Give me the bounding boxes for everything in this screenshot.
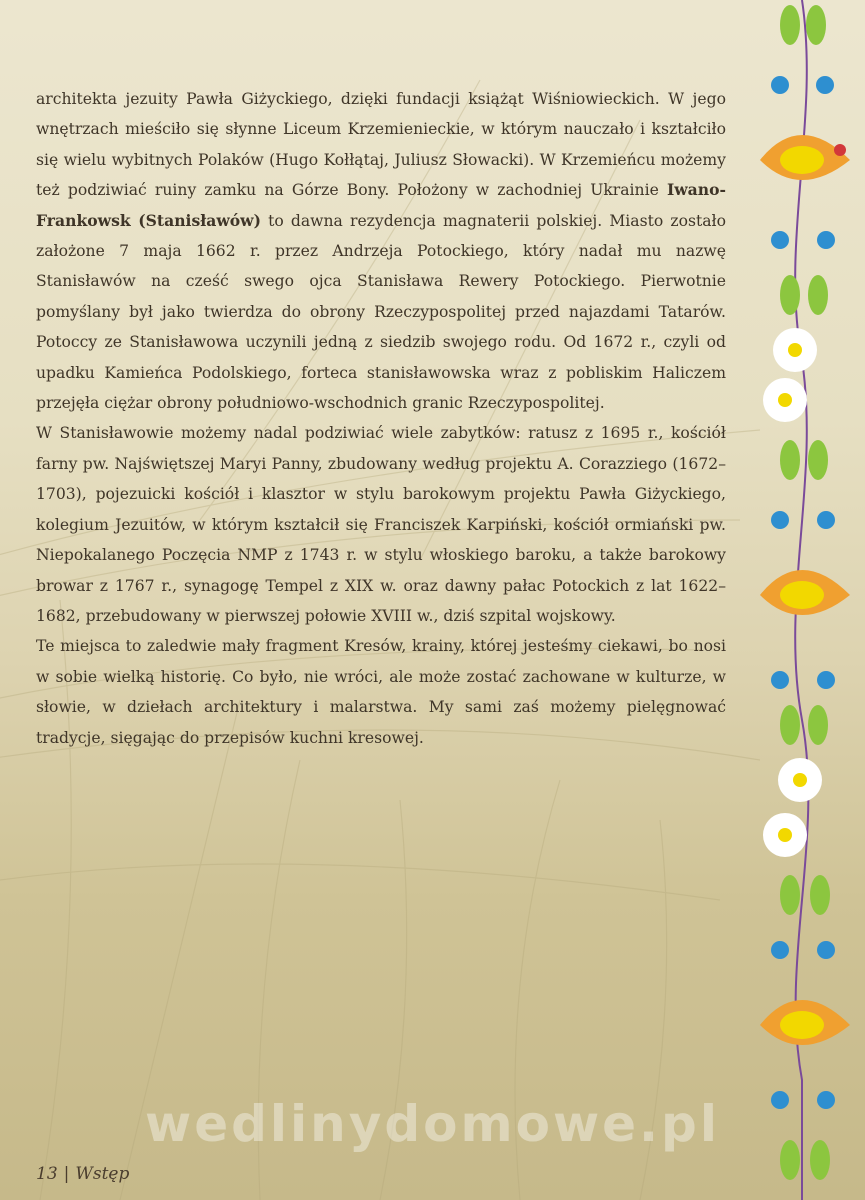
body-text: [36, 84, 726, 753]
page-footer: [36, 1164, 129, 1184]
section-title: Wstęp: [75, 1164, 130, 1184]
ornament-motif-top: [760, 5, 850, 480]
paragraph-1-text-b: to dawna rezydencja magnaterii polskiej. Miasto zostało założone 7 maja 1662 r. przez Andrzeja Potockiego, który nadał mu nazwę Stanisławów na cześć swego ojca Stanisława Rewery Potockiego. Pierwotnie pomyślany był jako twierdza do obrony Rzeczypospolitej przed najazdami Tatarów. Potoccy ze Stanisławowa uczynili jedną z siedzib swojego rodu. Od 1672 r., czyli od upadku Kamieńca Podolskiego, forteca stanisławowska wraz z pobliskim Haliczem przejęła ciężar obrony południowo-wschodnich granic Rzeczypospolitej.: [36, 211, 726, 413]
paragraph-1-text-a: architekta jezuity Pawła Giżyckiego, dzięki fundacji książąt Wiśniowieckich. W jego wnętrzach mieściło się słynne Liceum Krzemienieckie, w którym nauczało i kształciło się wielu wybitnych Polaków (Hugo Kołłątaj, Juliusz Słowacki). W Krzemieńcu możemy też podziwiać ruiny zamku na Górze Bony. Położony w zachodniej Ukrainie: [36, 90, 726, 200]
place-name-bold: Iwano-Frankowsk (Stanisławów): [36, 180, 726, 230]
watermark: wedlinydomowe.pl: [145, 1095, 720, 1153]
paragraph-2: W Stanisławowie możemy nadal podziwiać wiele zabytków: ratusz z 1695 r., kościół farny pw. Najświętszej Maryi Panny, zbudowany według projektu A. Corazziego (1672–1703), pojezuicki kościół i klasztor w stylu barokowym projektu Pawła Giżyckiego, kolegium Jezuitów, w którym kształcił się Franciszek Karpiński, kościół ormiański pw. Niepokalanego Poczęcia NMP z 1743 r. w stylu włoskiego baroku, a także barokowy browar z 1767 r., synagogę Tempel z XIX w. oraz dawny pałac Potockich z lat 1622–1682, przebudowany w pierwszej połowie XVIII w., dziś szpital wojskowy.: [36, 424, 726, 625]
paragraph-3: Te miejsca to zaledwie mały fragment Kresów, krainy, której jesteśmy ciekawi, bo nosi w sobie wielką historię. Co było, nie wróci, ale może zostać zachowane w kulturze, w słowie, w dziełach architektury i malarstwa. My sami zaś możemy pielęgnować tradycje, sięgając do przepisów kuchni kresowej.: [36, 637, 726, 747]
paragraph-1: [36, 84, 726, 418]
page-number: 13: [36, 1164, 58, 1184]
folk-flower-border: [740, 0, 865, 1200]
footer-separator: |: [63, 1164, 70, 1184]
